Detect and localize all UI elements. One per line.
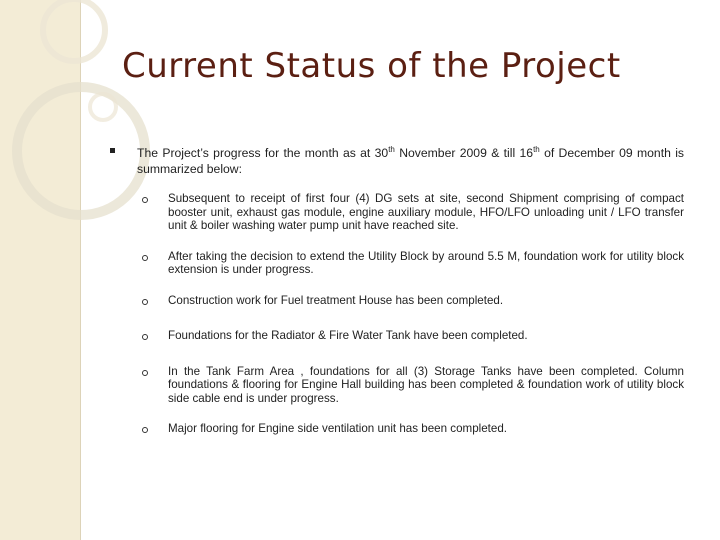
decorative-sidebar	[0, 0, 81, 540]
list-item	[106, 250, 684, 277]
status-list	[106, 192, 684, 436]
intro-part: of December 09 month is summarized below:	[137, 146, 684, 177]
list-item	[106, 365, 684, 406]
intro-part: The Project’s progress for the month as at 30	[137, 146, 389, 161]
list-item-text: Subsequent to receipt of first four (4) DG sets at site, second Shipment comprising of compact booster unit, exhaust gas module, engine auxiliary module, HFO/LFO unloading unit / LFO transfer unit & boiler washing water pump unit have reached site.	[168, 192, 684, 233]
superscript: th	[388, 145, 395, 154]
circle-bullet-icon	[142, 299, 148, 305]
slide-title: Current Status of the Project	[122, 46, 621, 86]
list-item	[106, 294, 684, 308]
list-item-text: Major flooring for Engine side ventilation unit has been completed.	[168, 422, 507, 436]
circle-bullet-icon	[142, 197, 148, 203]
decorative-ring	[88, 92, 118, 122]
list-item-text: In the Tank Farm Area , foundations for all (3) Storage Tanks have been completed. Column foundations & flooring for Engine Hall building has been completed & foundation work of utility block side cable end is under progress.	[168, 364, 684, 405]
intro-text	[137, 142, 684, 177]
intro-part: November 2009 & till 16	[394, 146, 534, 161]
list-item-text: After taking the decision to extend the Utility Block by around 5.5 M, foundation work for utility block extension is under progress.	[168, 249, 684, 277]
list-item	[106, 329, 684, 343]
list-item	[106, 192, 684, 233]
slide-content	[106, 142, 684, 458]
main-bullet	[106, 142, 684, 177]
circle-bullet-icon	[142, 334, 148, 340]
circle-bullet-icon	[142, 255, 148, 261]
list-item	[106, 422, 684, 436]
circle-bullet-icon	[142, 427, 148, 433]
superscript: th	[533, 145, 540, 154]
list-item-text: Construction work for Fuel treatment House has been completed.	[168, 293, 504, 307]
circle-bullet-icon	[142, 370, 148, 376]
list-item-text: Foundations for the Radiator & Fire Water Tank have been completed.	[168, 329, 528, 343]
square-bullet-icon	[110, 148, 115, 153]
decorative-ring	[40, 0, 108, 64]
